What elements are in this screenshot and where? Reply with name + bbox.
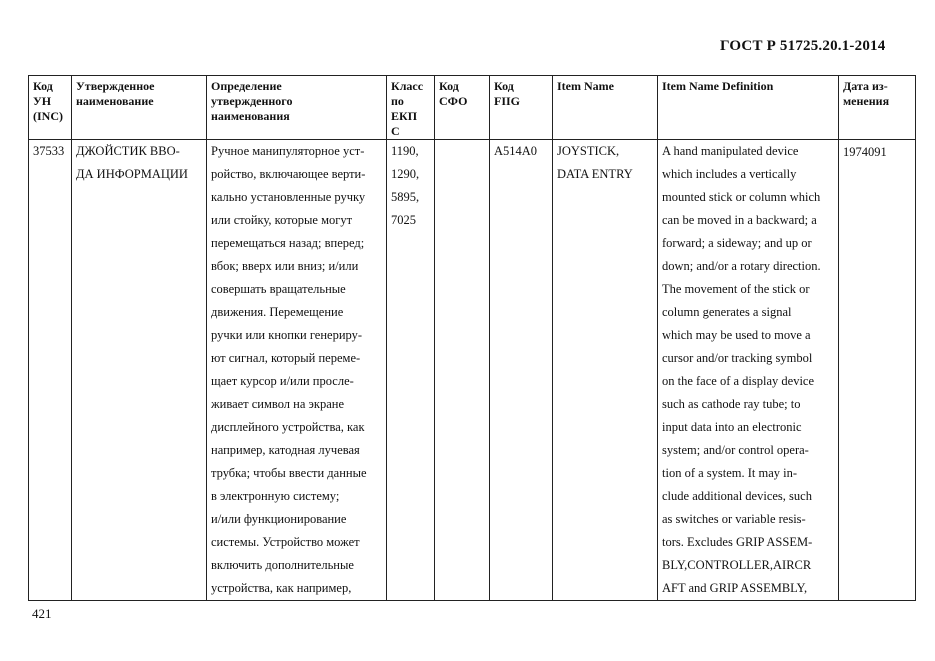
header-fiig: [490, 76, 553, 140]
text-line: DATA ENTRY: [557, 167, 633, 181]
text-line: ют сигнал, который переме-: [211, 351, 361, 365]
text-line: щает курсор и/или просле-: [211, 374, 354, 388]
text-line: 37533: [33, 144, 65, 158]
header-change-date: [839, 76, 916, 140]
text-line: менения: [843, 94, 890, 108]
header-item-definition: [658, 76, 839, 140]
text-line: ДЖОЙСТИК ВВО-: [76, 144, 180, 158]
text-line: устройства, как например,: [211, 581, 352, 595]
text-line: 1290,: [391, 167, 420, 181]
text-line: Ручное манипуляторное уст-: [211, 144, 365, 158]
document-code: ГОСТ Р 51725.20.1-2014: [720, 38, 886, 54]
text-line: (INC): [33, 109, 63, 123]
text-line: which includes a vertically: [662, 167, 797, 181]
cell-item-definition: [658, 140, 839, 601]
header-inc: [29, 76, 72, 140]
text-line: в электронную систему;: [211, 489, 340, 503]
text-line: AFT and GRIP ASSEMBLY,: [662, 581, 808, 595]
text-line: трубка; чтобы ввести данные: [211, 466, 367, 480]
text-line: по: [391, 94, 404, 108]
text-line: column generates a signal: [662, 305, 792, 319]
text-line: Код: [33, 79, 53, 93]
text-line: 1974091: [843, 145, 887, 159]
text-line: forward; a sideway; and up or: [662, 236, 812, 250]
text-line: on the face of a display device: [662, 374, 815, 388]
text-line: input data into an electronic: [662, 420, 802, 434]
header-class: [387, 76, 435, 140]
cell-fiig: [490, 140, 553, 601]
text-line: ЕКП: [391, 109, 418, 123]
text-line: A514A0: [494, 144, 538, 158]
text-line: Код: [439, 79, 459, 93]
text-line: утвержденного: [211, 94, 293, 108]
text-line: Утвержденное: [76, 79, 155, 93]
text-line: Класс: [391, 79, 424, 93]
header-definition: [207, 76, 387, 140]
cell-inc: [29, 140, 72, 601]
text-line: BLY,CONTROLLER,AIRCR: [662, 558, 812, 572]
text-line: 1190,: [391, 144, 419, 158]
text-line: Код: [494, 79, 514, 93]
header-item-name: [553, 76, 658, 140]
text-line: Дата из-: [843, 79, 888, 93]
page-number: 421: [32, 606, 52, 621]
text-line: Item Name Definition: [662, 79, 774, 93]
text-line: ДА ИНФОРМАЦИИ: [76, 167, 188, 181]
text-line: наименование: [76, 94, 154, 108]
text-line: движения. Перемещение: [211, 305, 344, 319]
text-line: живает символ на экране: [211, 397, 344, 411]
text-line: FIIG: [494, 94, 521, 108]
text-line: tion of a system. It may in-: [662, 466, 798, 480]
text-line: или стойку, которые могут: [211, 213, 353, 227]
text-line: The movement of the stick or: [662, 282, 810, 296]
text-line: Определение: [211, 79, 282, 93]
text-line: кально установленные ручку: [211, 190, 366, 204]
text-line: clude additional devices, such: [662, 489, 812, 503]
text-line: tors. Excludes GRIP ASSEM-: [662, 535, 813, 549]
text-line: 5895,: [391, 190, 420, 204]
cell-change-date: [839, 140, 916, 601]
catalog-table: [28, 75, 916, 601]
header-row: [29, 76, 916, 140]
header-approved-name: [72, 76, 207, 140]
text-line: вбок; вверх или вниз; и/или: [211, 259, 359, 273]
text-line: системы. Устройство может: [211, 535, 360, 549]
text-line: совершать вращательные: [211, 282, 346, 296]
text-line: can be moved in a backward; a: [662, 213, 817, 227]
text-line: mounted stick or column which: [662, 190, 821, 204]
text-line: system; and/or control opera-: [662, 443, 809, 457]
text-line: A hand manipulated device: [662, 144, 799, 158]
text-line: С: [391, 124, 400, 138]
text-line: наименования: [211, 109, 290, 123]
table-row: [29, 140, 916, 601]
text-line: as switches or variable resis-: [662, 512, 806, 526]
text-line: например, катодная лучевая: [211, 443, 360, 457]
cell-item-name: [553, 140, 658, 601]
text-line: JOYSTICK,: [557, 144, 620, 158]
header-sfo: [435, 76, 490, 140]
text-line: such as cathode ray tube; to: [662, 397, 801, 411]
text-line: ручки или кнопки генериру-: [211, 328, 363, 342]
text-line: дисплейного устройства, как: [211, 420, 365, 434]
text-line: и/или функционирование: [211, 512, 347, 526]
text-line: Item Name: [557, 79, 614, 93]
cell-approved-name: [72, 140, 207, 601]
text-line: cursor and/or tracking symbol: [662, 351, 813, 365]
cell-class: [387, 140, 435, 601]
text-line: down; and/or a rotary direction.: [662, 259, 821, 273]
text-line: СФО: [439, 94, 468, 108]
text-line: перемещаться назад; вперед;: [211, 236, 365, 250]
text-line: which may be used to move a: [662, 328, 811, 342]
cell-definition: [207, 140, 387, 601]
text-line: ройство, включающее верти-: [211, 167, 366, 181]
cell-sfo: [435, 140, 490, 601]
text-line: УН: [33, 94, 52, 108]
text-line: 7025: [391, 213, 416, 227]
text-line: включить дополнительные: [211, 558, 354, 572]
